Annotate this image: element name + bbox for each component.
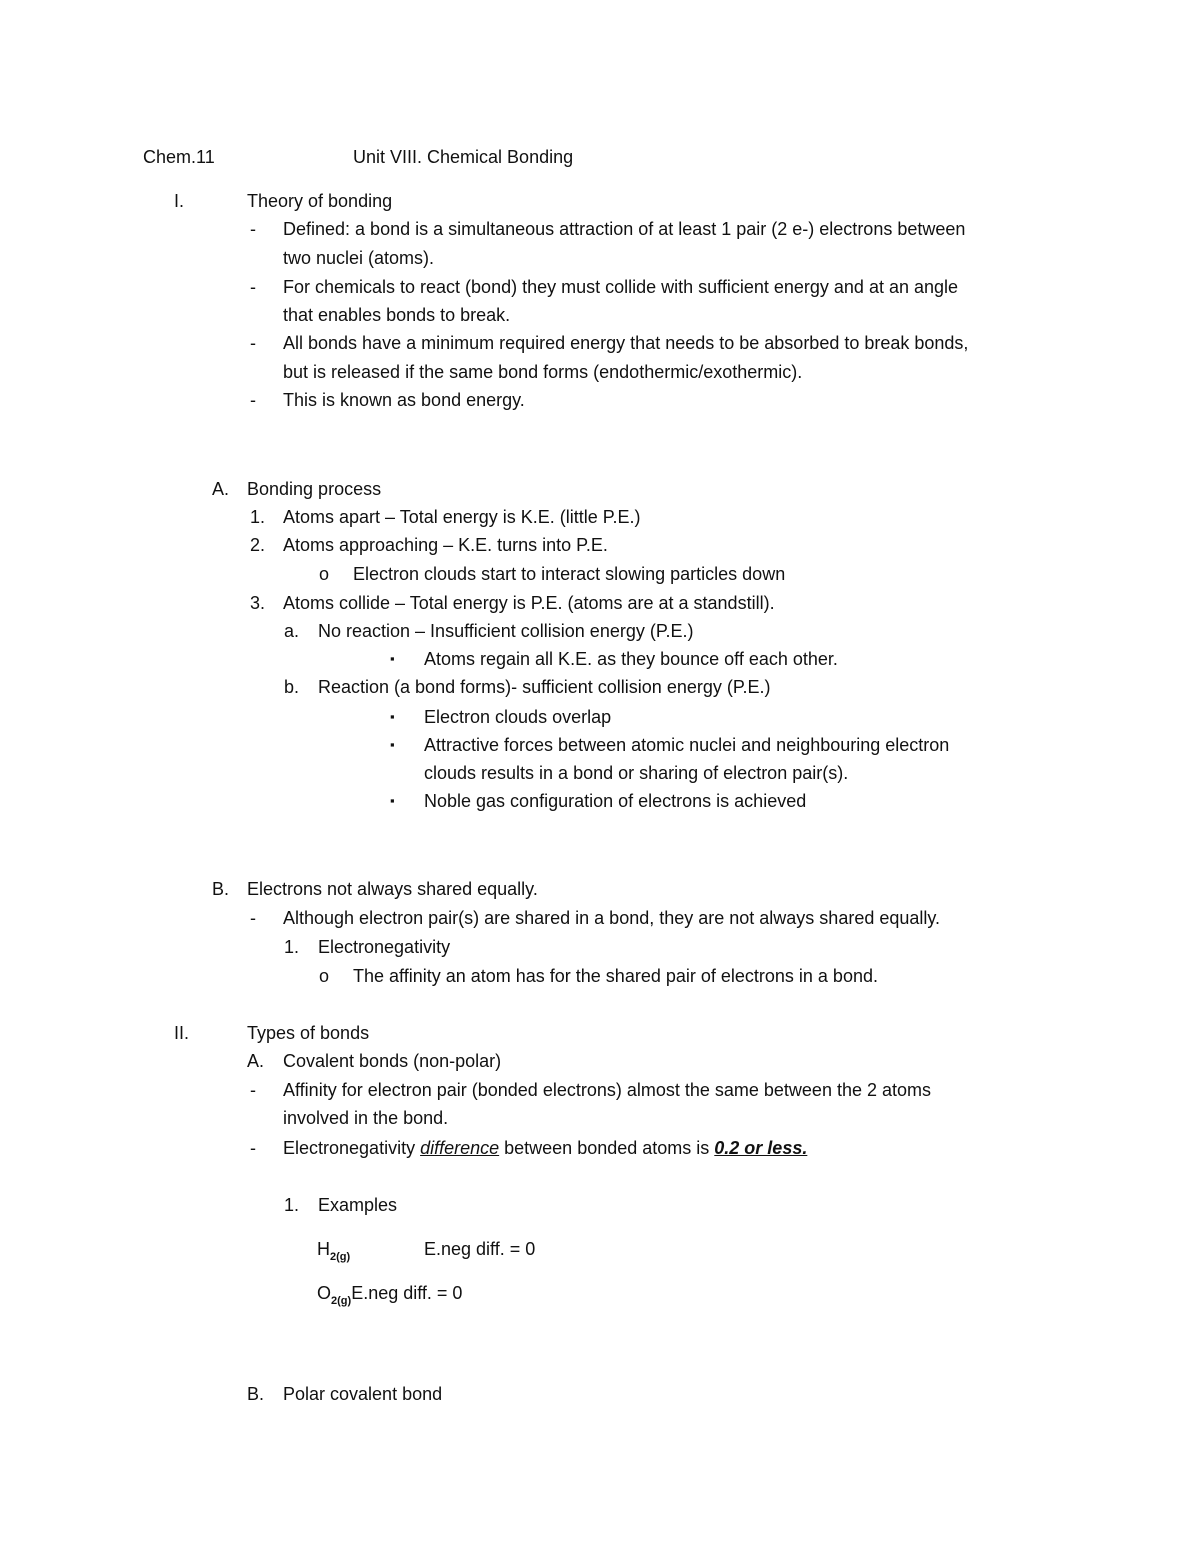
affinity-same-line2: involved in the bond. xyxy=(283,1108,449,1128)
square-bullet: ▪ xyxy=(390,793,395,808)
bond-definition-line2: two nuclei (atoms). xyxy=(283,248,435,268)
section-ii-title: Types of bonds xyxy=(247,1023,370,1043)
clouds-overlap-item: Electron clouds overlap xyxy=(424,707,612,727)
section-ii-number: II. xyxy=(174,1023,190,1043)
bond-definition-line1: Defined: a bond is a simultaneous attraction of at least 1 pair (2 e-) electrons between xyxy=(283,219,966,239)
no-reaction-item: No reaction – Insufficient collision energy (P.E.) xyxy=(318,621,694,641)
dash-bullet: - xyxy=(250,908,256,928)
en-difference-pre: Electronegativity xyxy=(283,1138,421,1158)
atoms-collide-item: Atoms collide – Total energy is P.E. (atoms are at a standstill). xyxy=(283,593,775,613)
threshold-emphasis: 0.2 or less. xyxy=(714,1138,808,1158)
unit-title: Unit VIII. Chemical Bonding xyxy=(353,147,574,167)
h2-formula xyxy=(317,1238,351,1263)
list-letter: b. xyxy=(284,677,300,697)
min-energy-line1: All bonds have a minimum required energy that needs to be absorbed to break bonds, xyxy=(283,333,969,353)
list-number: 1. xyxy=(284,937,300,957)
dash-bullet: - xyxy=(250,219,256,239)
dash-bullet: - xyxy=(250,277,256,297)
section-ii-b-number: B. xyxy=(247,1384,265,1404)
circle-bullet: o xyxy=(319,966,330,986)
dash-bullet: - xyxy=(250,390,256,410)
en-difference-mid: between bonded atoms is xyxy=(499,1138,715,1158)
regain-ke-item: Atoms regain all K.E. as they bounce off each other. xyxy=(424,649,838,669)
bond-energy-line: This is known as bond energy. xyxy=(283,390,525,410)
difference-emphasis: difference xyxy=(420,1138,500,1158)
list-number: 2. xyxy=(250,535,266,555)
section-a-number: A. xyxy=(212,479,230,499)
en-difference-line xyxy=(283,1137,807,1159)
h2-en-diff: E.neg diff. = 0 xyxy=(424,1239,536,1259)
react-collide-line1: For chemicals to react (bond) they must collide with sufficient energy and at an angle xyxy=(283,277,959,297)
list-number: 1. xyxy=(284,1195,300,1215)
o2-element: O xyxy=(317,1283,332,1303)
not-shared-equally-line: Although electron pair(s) are shared in a bond, they are not always shared equally. xyxy=(283,908,941,928)
attractive-forces-line2: clouds results in a bond or sharing of electron pair(s). xyxy=(424,763,849,783)
course-code: Chem.11 xyxy=(143,147,215,167)
square-bullet: ▪ xyxy=(390,737,395,752)
section-ii-a-number: A. xyxy=(247,1051,265,1071)
square-bullet: ▪ xyxy=(390,709,395,724)
electronegativity-item: Electronegativity xyxy=(318,937,451,957)
section-i-number: I. xyxy=(174,191,185,211)
atoms-approaching-item: Atoms approaching – K.E. turns into P.E. xyxy=(283,535,608,555)
section-i-title: Theory of bonding xyxy=(247,191,393,211)
min-energy-line2: but is released if the same bond forms (endothermic/exothermic). xyxy=(283,362,803,382)
polar-covalent-title: Polar covalent bond xyxy=(283,1384,443,1404)
dash-bullet: - xyxy=(250,333,256,353)
list-number: 1. xyxy=(250,507,266,527)
noble-gas-item: Noble gas configuration of electrons is achieved xyxy=(424,791,807,811)
o2-formula xyxy=(317,1282,463,1307)
dash-bullet: - xyxy=(250,1080,256,1100)
h2-element: H xyxy=(317,1239,330,1259)
circle-bullet: o xyxy=(319,564,330,584)
react-collide-line2: that enables bonds to break. xyxy=(283,305,511,325)
dash-bullet: - xyxy=(250,1138,256,1158)
o2-subscript: 2(g) xyxy=(331,1295,352,1307)
list-number: 3. xyxy=(250,593,266,613)
section-b-number: B. xyxy=(212,879,230,899)
reaction-item: Reaction (a bond forms)- sufficient collision energy (P.E.) xyxy=(318,677,771,697)
covalent-nonpolar-title: Covalent bonds (non-polar) xyxy=(283,1051,502,1071)
attractive-forces-line1: Attractive forces between atomic nuclei and neighbouring electron xyxy=(424,735,950,755)
atoms-apart-item: Atoms apart – Total energy is K.E. (little P.E.) xyxy=(283,507,641,527)
affinity-same-line1: Affinity for electron pair (bonded electrons) almost the same between the 2 atoms xyxy=(283,1080,932,1100)
h2-subscript: 2(g) xyxy=(330,1251,351,1263)
electron-clouds-interact: Electron clouds start to interact slowing particles down xyxy=(353,564,786,584)
affinity-definition: The affinity an atom has for the shared pair of electrons in a bond. xyxy=(353,966,878,986)
section-a-title: Bonding process xyxy=(247,479,382,499)
square-bullet: ▪ xyxy=(390,651,395,666)
section-b-title: Electrons not always shared equally. xyxy=(247,879,538,899)
list-letter: a. xyxy=(284,621,300,641)
examples-title: Examples xyxy=(318,1195,398,1215)
o2-en-diff: E.neg diff. = 0 xyxy=(351,1283,463,1303)
